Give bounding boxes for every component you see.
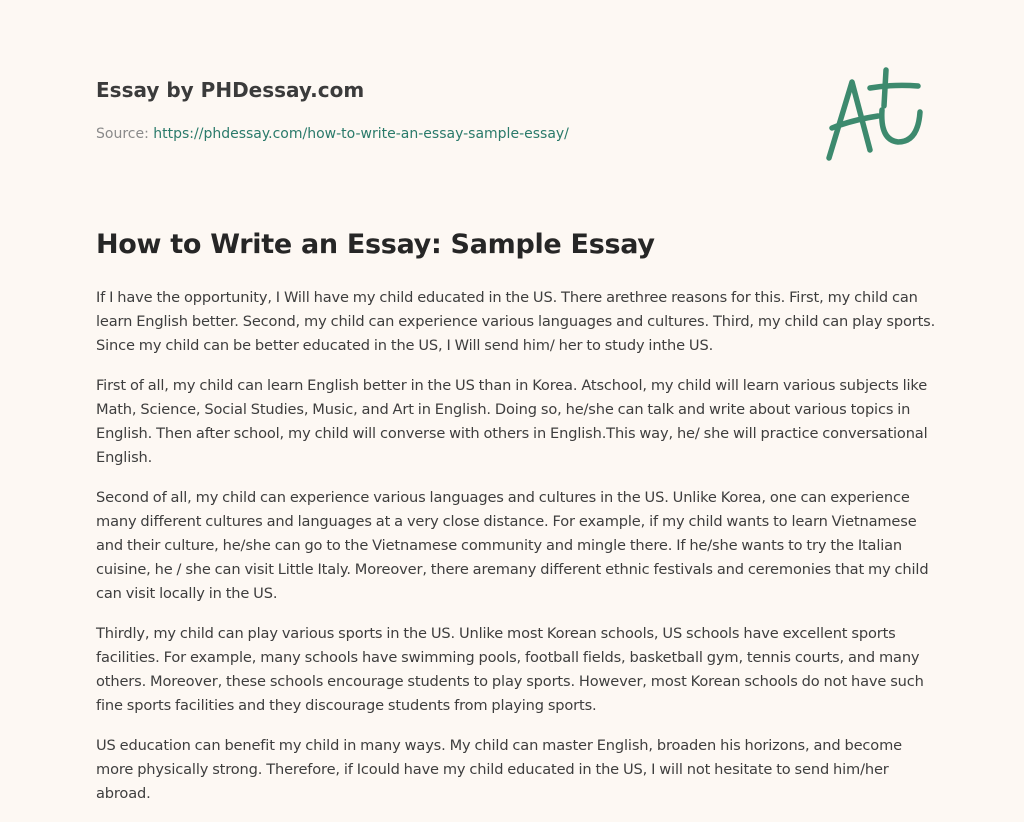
essay-paragraph: US education can benefit my child in many ways. My child can master English, broaden his horizons, and become more physically strong. Therefore, if Icould have my child educated in the US, I will not hesitate to send him/her abroad. xyxy=(96,737,902,802)
source-line xyxy=(96,124,796,144)
essay-title: How to Write an Essay: Sample Essay xyxy=(96,229,655,260)
source-label: Source: xyxy=(96,126,154,142)
essay-paragraph: If I have the opportunity, I Will have my child educated in the US. There arethree reasons for this. First, my child can learn English better. Second, my child can experience various languages and cultures. Third, my child can play sports. Since my child can be better educated in the US, I Will send him/ her to study inthe US. xyxy=(96,289,936,354)
a-plus-logo xyxy=(818,66,930,170)
essay-paragraph: Second of all, my child can experience various languages and cultures in the US. Unlike Korea, one can experience many different cultures and languages at a very close distance. For example, if my child wants to learn Vietnamese and their culture, he/she can go to the Vietnamese community and mingle there. If he/she wants to try the Italian cuisine, he / she can visit Little Italy. Moreover, there aremany different ethnic festivals and ceremonies that my child can visit locally in the US. xyxy=(96,489,929,602)
a-plus-logo-icon xyxy=(818,66,930,170)
essay-paragraph: First of all, my child can learn English better in the US than in Korea. Atschool, my child will learn various subjects like Math, Science, Social Studies, Music, and Art in English. Doing so, he/she can talk and write about various topics in English. Then after school, my child will converse with others in English.This way, he/ she will practice conversational English. xyxy=(96,377,928,466)
source-link[interactable]: https://phdessay.com/how-to-write-an-essay-sample-essay/ xyxy=(153,126,569,142)
site-title: Essay by PHDessay.com xyxy=(96,78,365,102)
essay-paragraph: Thirdly, my child can play various sports in the US. Unlike most Korean schools, US schools have excellent sports facilities. For example, many schools have swimming pools, football fields, basketball gym, tennis courts, and many others. Moreover, these schools encourage students to play sports. However, most Korean schools do not have such fine sports facilities and they discourage students from playing sports. xyxy=(96,625,924,714)
essay xyxy=(96,226,936,822)
site-header xyxy=(96,76,796,144)
